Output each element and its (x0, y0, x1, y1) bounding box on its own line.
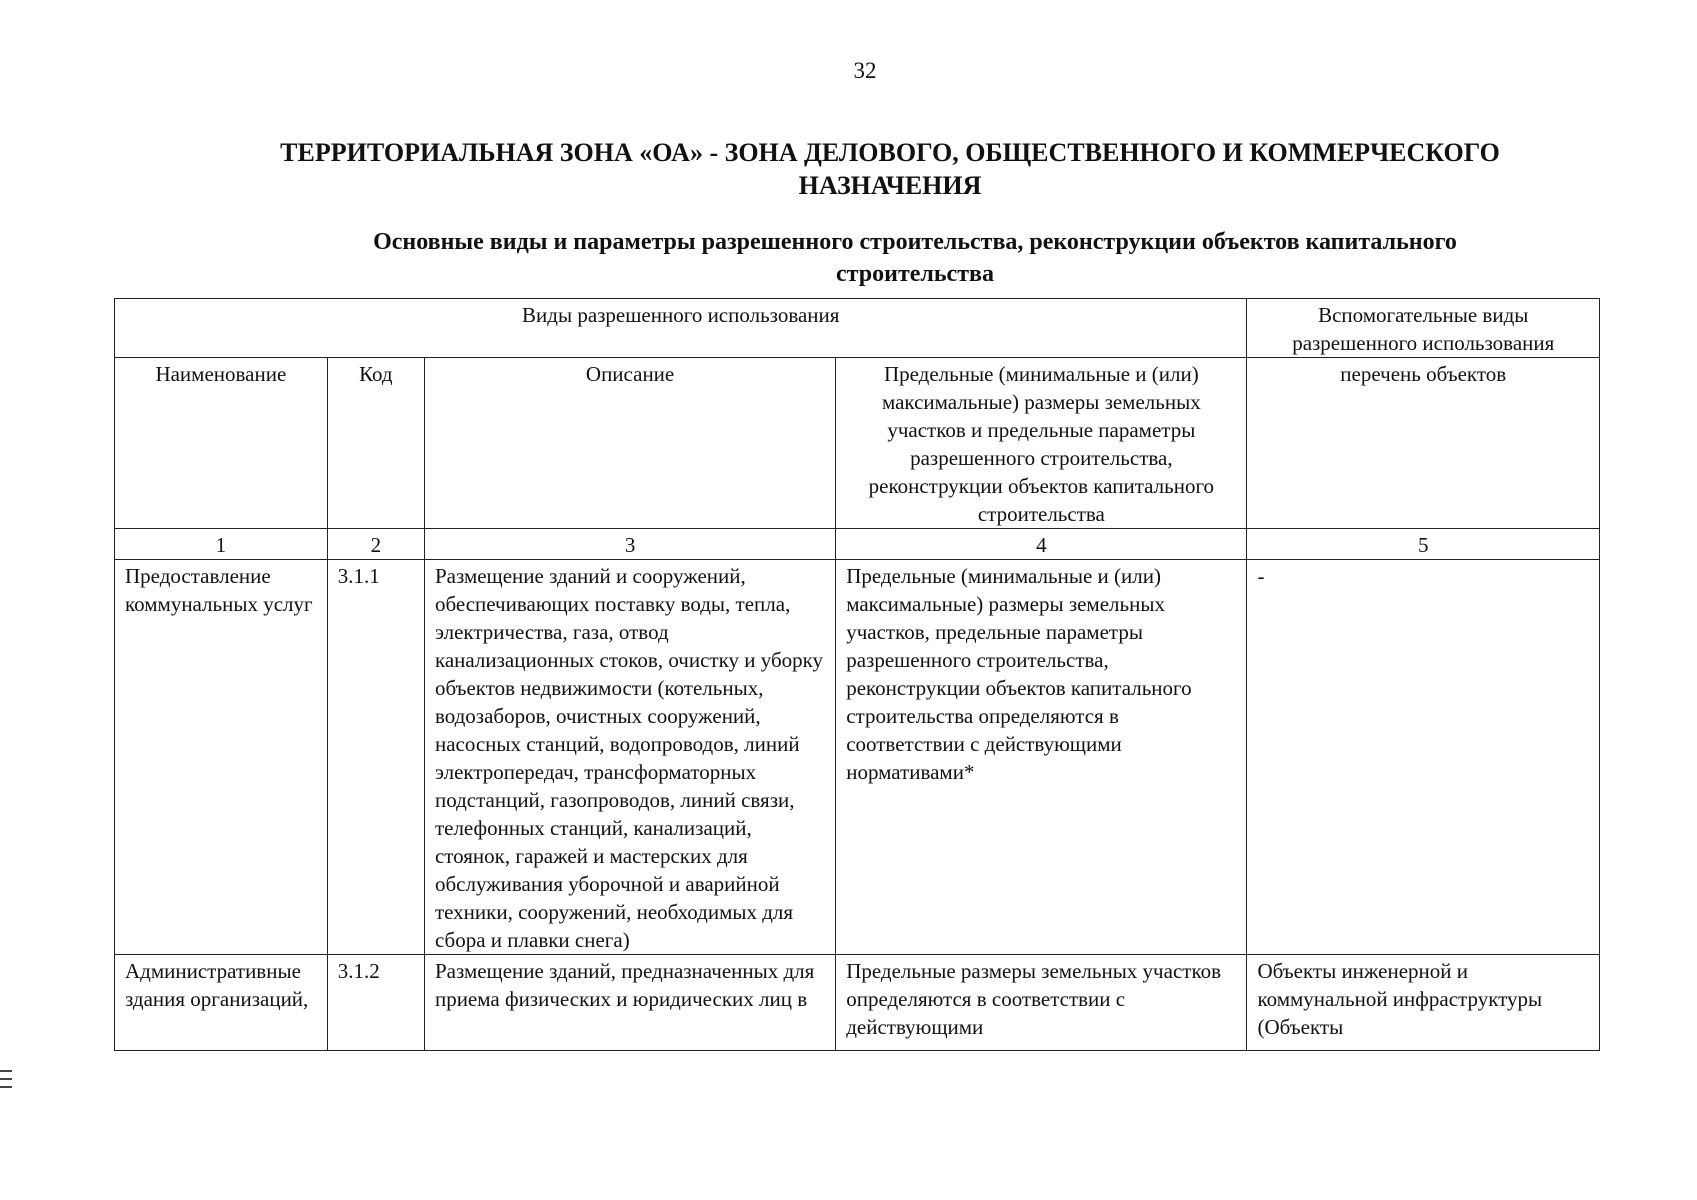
row-code: 3.1.2 (337, 959, 380, 983)
row-name-cell (115, 955, 328, 1051)
column-number: 3 (424, 529, 835, 560)
row-parameters: Предельные (минимальные и (или) максимальные) размеры земельных участков, предельные параметры разрешенного строительства, реконструкции объектов капитального строительства определяются в соответствии с действующими нормативами* (836, 560, 1247, 955)
column-header-parameters: Предельные (минимальные и (или) максимальные) размеры земельных участков и предельные параметры разрешенного строительства, реконструкции объектов капитального строительства (836, 358, 1247, 529)
zone-title (200, 136, 1580, 202)
section-title-line1: Основные виды и параметры разрешенного строительства, реконструкции объектов капитального (373, 229, 1457, 255)
group-header-row (115, 299, 1600, 358)
group-header-permitted: Виды разрешенного использования (115, 299, 1247, 358)
row-name: Предоставление коммунальных услуг (115, 560, 328, 955)
zone-title-line1: ТЕРРИТОРИАЛЬНАЯ ЗОНА «ОА» - ЗОНА ДЕЛОВОГО, ОБЩЕСТВЕННОГО И КОММЕРЧЕСКОГО (280, 138, 1500, 167)
column-number: 4 (836, 529, 1247, 560)
column-header-code: Код (327, 358, 424, 529)
binding-mark (0, 1070, 12, 1072)
row-description: Размещение зданий и сооружений, обеспечивающих поставку воды, тепла, электричества, газа, отвод канализационных стоков, очистку и уборку объектов недвижимости (котельных, водозаборов, очистных сооружений, насосных станций, водопроводов, линий электропередач, трансформаторных подстанций, газопроводов, линий связи, телефонных станций, канализаций, стоянок, гаражей и мастерских для обслуживания уборочной и аварийной техники, сооружений, необходимых для сбора и плавки снега) (424, 560, 835, 955)
table-row (115, 560, 1600, 955)
section-title-line2: строительства (836, 261, 994, 287)
column-number: 2 (327, 529, 424, 560)
column-number: 5 (1247, 529, 1600, 560)
binding-mark (0, 1078, 12, 1080)
page-number: 32 (853, 58, 877, 83)
binding-marks (0, 1070, 12, 1094)
column-header-objects: перечень объектов (1247, 358, 1600, 529)
zoning-table (114, 298, 1600, 1051)
row-name: Административные здания организаций, (125, 959, 309, 1011)
column-number: 1 (115, 529, 328, 560)
column-number-row (115, 529, 1600, 560)
group-header-auxiliary: Вспомогательные виды разрешенного использования (1247, 299, 1600, 358)
row-auxiliary: - (1247, 560, 1600, 955)
column-header-description: Описание (424, 358, 835, 529)
column-header-name: Наименование (115, 358, 328, 529)
zone-title-line2: НАЗНАЧЕНИЯ (798, 171, 982, 200)
row-code-cell (327, 955, 424, 1051)
row-code: 3.1.1 (327, 560, 424, 955)
table-row (115, 955, 1600, 1051)
row-parameters: Предельные размеры земельных участков определяются в соответствии с действующими (846, 959, 1221, 1039)
binding-mark (0, 1086, 12, 1088)
row-description: Размещение зданий, предназначенных для приема физических и юридических лиц в (434, 959, 815, 1011)
row-parameters-cell (836, 955, 1247, 1051)
section-title (240, 226, 1590, 290)
row-auxiliary: Объекты инженерной и коммунальной инфраструктуры (Объекты (1257, 959, 1543, 1039)
row-description-cell (424, 955, 835, 1051)
column-header-row (115, 358, 1600, 529)
row-auxiliary-cell (1247, 955, 1600, 1051)
